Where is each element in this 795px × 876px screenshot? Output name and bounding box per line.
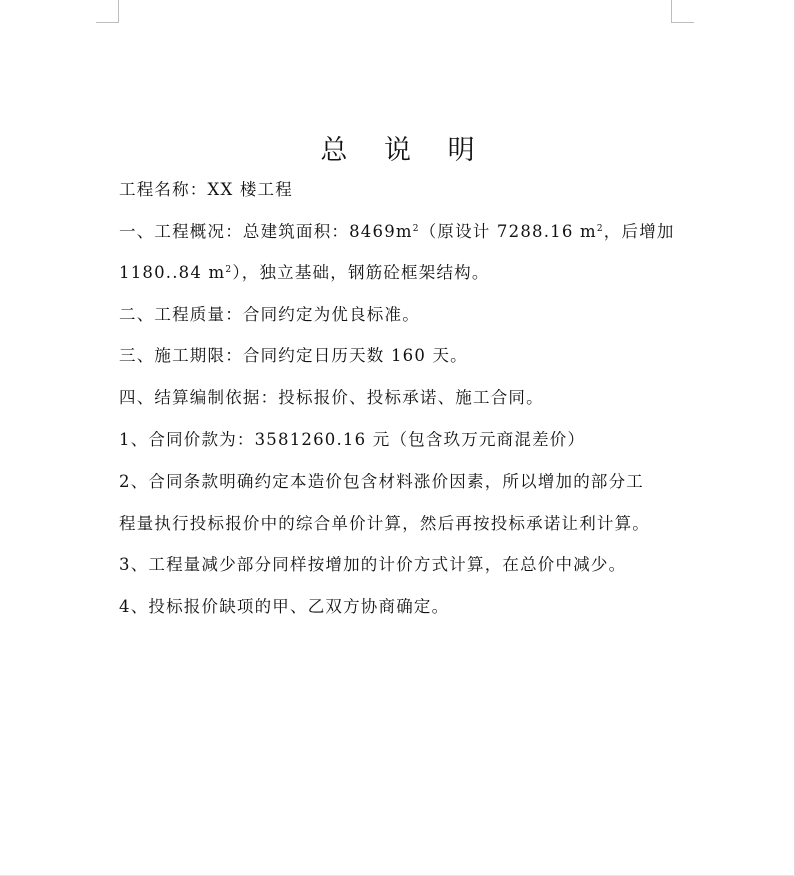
crop-mark-top-left — [96, 0, 119, 23]
item-2-line-1: 2、合同条款明确约定本造价包含材料涨价因素，所以增加的部分工 — [119, 472, 644, 491]
section-1-original-text: （原设计 7288.16 m — [419, 222, 597, 241]
section-1-area-text: 一、工程概况：总建筑面积：8469m — [119, 222, 413, 241]
item-3-reduction: 3、工程量减少部分同样按增加的计价方式计算，在总价中减少。 — [119, 555, 627, 574]
section-3-period: 三、施工期限：合同约定日历天数 160 天。 — [119, 346, 468, 365]
item-1-contract-price: 1、合同价款为：3581260.16 元（包含玖万元商混差价） — [119, 430, 586, 449]
section-1-added-area: 1180..84 m — [119, 263, 226, 282]
document-title: 总 说 明 — [320, 135, 489, 166]
section-1-structure-text: ），独立基础，钢筋砼框架结构。 — [232, 263, 490, 282]
item-2-line-2: 程量执行投标报价中的综合单价计算，然后再按投标承诺让利计算。 — [119, 514, 650, 533]
superscript-2: 2 — [225, 265, 233, 275]
section-1-increase-text: ，后增加 — [603, 222, 675, 241]
project-name: 工程名称：XX 楼工程 — [119, 180, 293, 199]
item-4-missing-items: 4、投标报价缺项的甲、乙双方协商确定。 — [119, 597, 450, 616]
section-2-quality: 二、工程质量：合同约定为优良标准。 — [119, 305, 420, 324]
section-1-line-1 — [119, 222, 675, 242]
crop-mark-top-right — [671, 0, 694, 23]
section-1-line-2 — [119, 263, 490, 283]
superscript-2: 2 — [412, 224, 420, 234]
superscript-2: 2 — [596, 224, 604, 234]
section-4-basis: 四、结算编制依据：投标报价、投标承诺、施工合同。 — [119, 388, 544, 407]
